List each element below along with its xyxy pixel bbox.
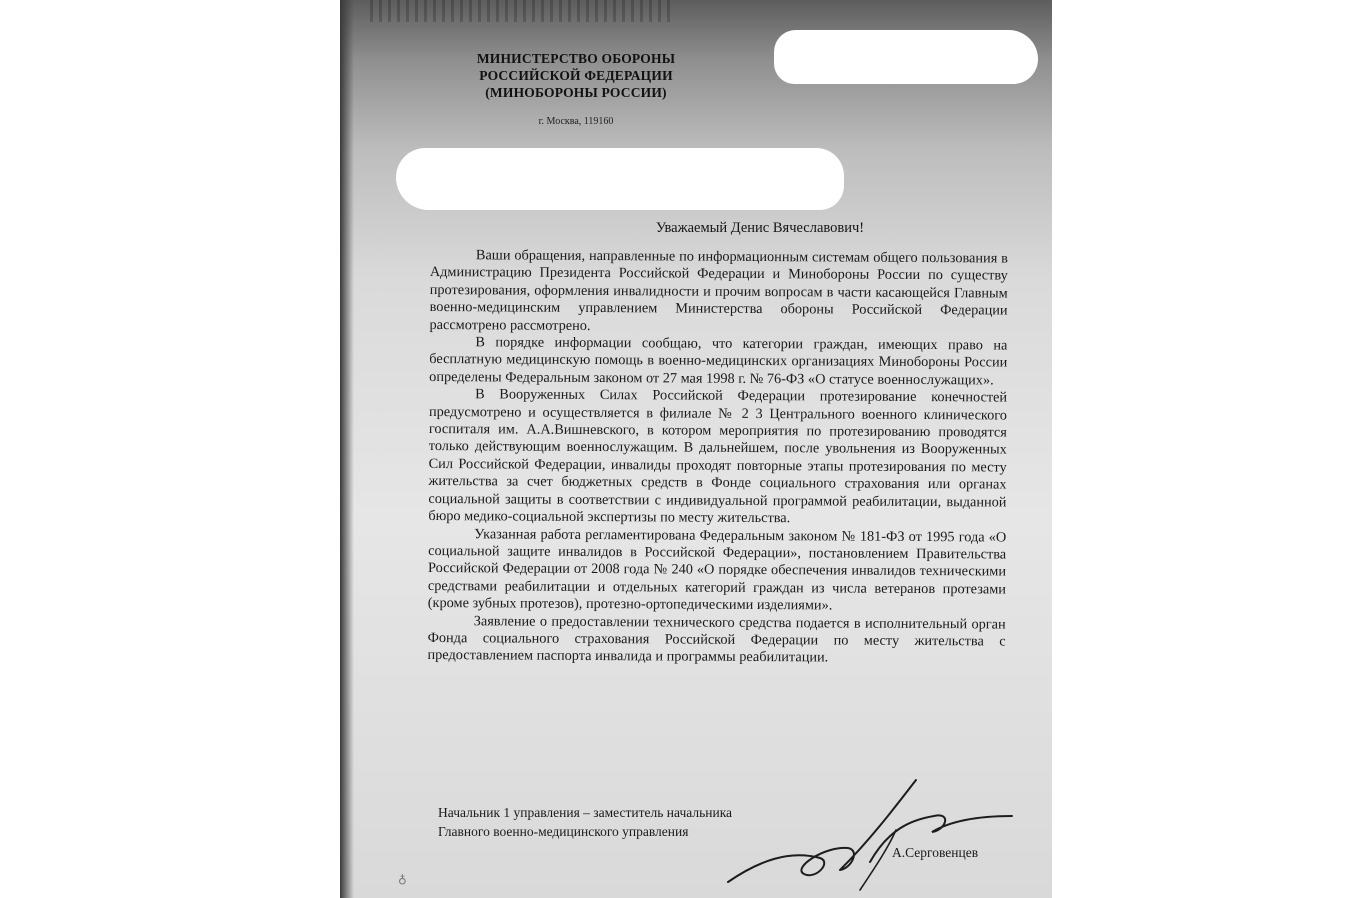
letter-body (427, 247, 1008, 668)
body-paragraph: Ваши обращения, направленные по информационным системам общего пользования в Администрацию Президента Российской Федерации и Минобороны России по существу протезирования, оформления инвалидности и прочим вопросам в части касающейся Главным военно-медицинским управлением Министерства обороны Российской Федерации рассмотрено рассмотрено. (429, 247, 1008, 334)
body-paragraph: В Вооруженных Силах Российской Федерации протезирование конечностей предусмотрено и осуществляется в филиале № 2 3 Центрального военного клинического госпиталя им. А.А.Вишневского, в котором мероприятия по протезированию проводятся только действующим военнослужащим. В дальнейшем, после увольнения из Вооруженных Сил Российской Федерации, инвалиды проходят повторные этапы протезирования по месту жительства за счет бюджетных средств в Фонде социального страхования или органах социальной защиты в соответствии с индивидуальной программой реабилитации, выданной бюро медико-социальной экспертизы по месту жительства. (428, 386, 1008, 527)
signer-name: А.Серговенцев (892, 845, 979, 860)
ministry-letterhead (458, 50, 694, 101)
header-scrawl (370, 0, 670, 22)
handwritten-signature (720, 770, 1020, 898)
redaction-mark (396, 148, 844, 210)
letter-sheet (340, 0, 1052, 898)
position-line: Главного военно-медицинского управления (438, 824, 689, 839)
body-paragraph: Указанная работа регламентирована Федеральным законом № 181-ФЗ от 1995 года «О социальной защите инвалидов в Российской Федерации», постановлением Правительства Российской Федерации от 2008 года № 240 «О порядке обеспечения инвалидов техническими средствами реабилитации и отдельных категорий граждан из числа ветеранов протезами (кроме зубных протезов), протезно-ортопедическими изделиями». (427, 525, 1007, 614)
redaction-mark (774, 30, 1038, 84)
signatory-position (438, 803, 732, 841)
letterhead-line: РОССИЙСКОЙ ФЕДЕРАЦИИ (479, 68, 673, 83)
letterhead-line: МИНИСТЕРСТВО ОБОРОНЫ (476, 51, 676, 66)
letterhead-city: г. Москва, 119160 (538, 116, 614, 127)
body-paragraph: Заявление о предоставлении технического средства подается в исполнительный орган Фонда социального страхования Российской Федерации по месту жительства с предоставлением паспорта инвалида и программы реабилитации. (427, 612, 1006, 666)
stamp-mark: ♁ (398, 872, 407, 886)
position-line: Начальник 1 управления – заместитель начальника (438, 805, 733, 820)
body-paragraph: В порядке информации сообщаю, что категории граждан, имеющих право на бесплатную медицинскую помощь в военно-медицинских организациях Минобороны России определены Федеральным законом от 27 мая 1998 г. № 76-ФЗ «О статусе военнослужащих». (429, 334, 1008, 389)
letterhead-line: (МИНОБОРОНЫ РОССИИ) (485, 85, 667, 100)
greeting: Уважаемый Денис Вячеславович! (655, 220, 865, 236)
